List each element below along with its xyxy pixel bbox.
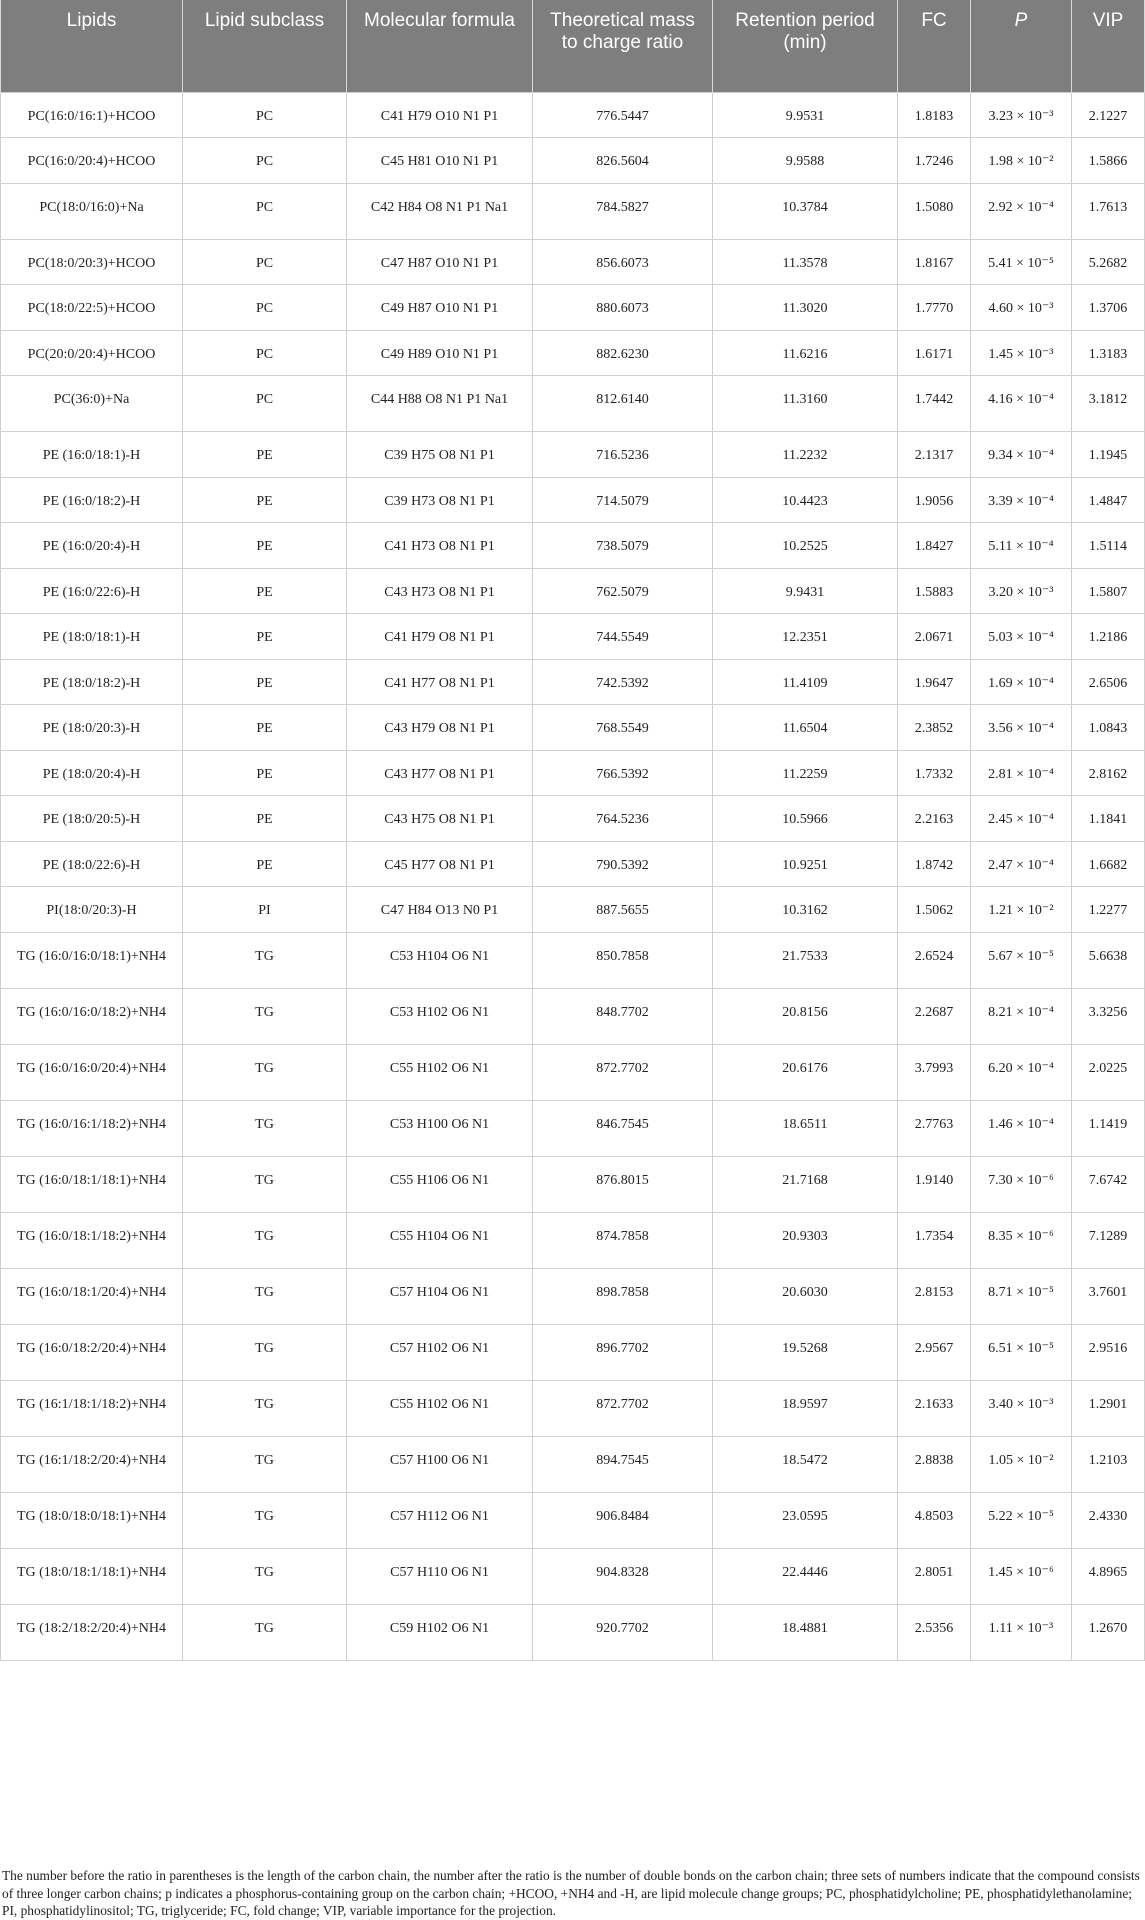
cell-subclass: PE — [183, 614, 347, 660]
cell-retention: 10.3162 — [713, 887, 898, 933]
cell-formula: C41 H79 O8 N1 P1 — [347, 614, 533, 660]
cell-p-value: 8.21 × 10⁻⁴ — [971, 988, 1072, 1044]
cell-subclass: TG — [183, 1212, 347, 1268]
table-row — [1, 1268, 1145, 1324]
cell-fc: 2.6524 — [898, 932, 971, 988]
cell-subclass: PI — [183, 887, 347, 933]
cell-p-value: 1.05 × 10⁻² — [971, 1436, 1072, 1492]
cell-subclass: PC — [183, 183, 347, 239]
cell-formula: C59 H102 O6 N1 — [347, 1604, 533, 1660]
cell-retention: 11.4109 — [713, 659, 898, 705]
cell-retention: 11.3160 — [713, 376, 898, 432]
cell-vip: 2.0225 — [1072, 1044, 1145, 1100]
cell-subclass: TG — [183, 1604, 347, 1660]
cell-mz: 872.7702 — [533, 1380, 713, 1436]
cell-p-value: 6.51 × 10⁻⁵ — [971, 1324, 1072, 1380]
cell-subclass: TG — [183, 1492, 347, 1548]
cell-fc: 1.8427 — [898, 523, 971, 569]
cell-lipid: TG (16:1/18:1/18:2)+NH4 — [1, 1380, 183, 1436]
cell-vip: 1.5866 — [1072, 138, 1145, 184]
header-theoretical-mz: Theoretical mass to charge ratio — [533, 0, 713, 92]
table-row — [1, 932, 1145, 988]
table-row — [1, 1156, 1145, 1212]
cell-formula: C57 H110 O6 N1 — [347, 1548, 533, 1604]
cell-mz: 880.6073 — [533, 285, 713, 331]
cell-mz: 812.6140 — [533, 376, 713, 432]
table-row — [1, 523, 1145, 569]
table-header — [1, 0, 1145, 92]
cell-formula: C55 H102 O6 N1 — [347, 1380, 533, 1436]
table-row — [1, 796, 1145, 842]
cell-subclass: PE — [183, 705, 347, 751]
cell-p-value: 5.03 × 10⁻⁴ — [971, 614, 1072, 660]
table-row — [1, 376, 1145, 432]
cell-vip: 2.1227 — [1072, 92, 1145, 138]
cell-subclass: TG — [183, 932, 347, 988]
table-row — [1, 1604, 1145, 1660]
cell-retention: 11.2259 — [713, 750, 898, 796]
header-lipid-subclass: Lipid subclass — [183, 0, 347, 92]
cell-formula: C41 H73 O8 N1 P1 — [347, 523, 533, 569]
cell-fc: 1.5883 — [898, 568, 971, 614]
cell-fc: 1.7442 — [898, 376, 971, 432]
cell-retention: 22.4446 — [713, 1548, 898, 1604]
table-body — [1, 92, 1145, 1660]
cell-lipid: PC(18:0/20:3)+HCOO — [1, 239, 183, 285]
cell-fc: 2.3852 — [898, 705, 971, 751]
cell-formula: C43 H75 O8 N1 P1 — [347, 796, 533, 842]
cell-formula: C57 H104 O6 N1 — [347, 1268, 533, 1324]
cell-fc: 2.8153 — [898, 1268, 971, 1324]
cell-p-value: 9.34 × 10⁻⁴ — [971, 432, 1072, 478]
cell-retention: 18.9597 — [713, 1380, 898, 1436]
cell-retention: 11.3578 — [713, 239, 898, 285]
cell-fc: 1.9140 — [898, 1156, 971, 1212]
cell-vip: 2.8162 — [1072, 750, 1145, 796]
cell-subclass: TG — [183, 1436, 347, 1492]
cell-formula: C39 H73 O8 N1 P1 — [347, 477, 533, 523]
table-row — [1, 138, 1145, 184]
cell-mz: 876.8015 — [533, 1156, 713, 1212]
cell-subclass: PE — [183, 568, 347, 614]
cell-p-value: 3.40 × 10⁻³ — [971, 1380, 1072, 1436]
cell-mz: 826.5604 — [533, 138, 713, 184]
table-row — [1, 1492, 1145, 1548]
table-row — [1, 183, 1145, 239]
cell-lipid: TG (16:0/16:1/18:2)+NH4 — [1, 1100, 183, 1156]
table-row — [1, 239, 1145, 285]
cell-retention: 19.5268 — [713, 1324, 898, 1380]
cell-fc: 1.7332 — [898, 750, 971, 796]
cell-lipid: TG (18:0/18:0/18:1)+NH4 — [1, 1492, 183, 1548]
table-footnote — [2, 1867, 1142, 1920]
cell-fc: 1.7246 — [898, 138, 971, 184]
cell-fc: 1.9056 — [898, 477, 971, 523]
cell-fc: 1.8167 — [898, 239, 971, 285]
cell-fc: 3.7993 — [898, 1044, 971, 1100]
cell-retention: 18.4881 — [713, 1604, 898, 1660]
cell-formula: C39 H75 O8 N1 P1 — [347, 432, 533, 478]
cell-fc: 2.2163 — [898, 796, 971, 842]
cell-formula: C45 H81 O10 N1 P1 — [347, 138, 533, 184]
table-row — [1, 1044, 1145, 1100]
cell-vip: 3.7601 — [1072, 1268, 1145, 1324]
cell-fc: 2.8838 — [898, 1436, 971, 1492]
cell-subclass: PC — [183, 92, 347, 138]
cell-fc: 2.7763 — [898, 1100, 971, 1156]
header-lipids: Lipids — [1, 0, 183, 92]
cell-formula: C53 H100 O6 N1 — [347, 1100, 533, 1156]
cell-subclass: PC — [183, 376, 347, 432]
cell-p-value: 2.45 × 10⁻⁴ — [971, 796, 1072, 842]
table-row — [1, 614, 1145, 660]
cell-p-value: 4.16 × 10⁻⁴ — [971, 376, 1072, 432]
cell-retention: 23.0595 — [713, 1492, 898, 1548]
cell-fc: 1.5062 — [898, 887, 971, 933]
header-retention-period: Retention period (min) — [713, 0, 898, 92]
cell-retention: 11.6216 — [713, 330, 898, 376]
header-p-value: P — [971, 0, 1072, 92]
cell-mz: 738.5079 — [533, 523, 713, 569]
table-row — [1, 92, 1145, 138]
cell-formula: C53 H104 O6 N1 — [347, 932, 533, 988]
cell-formula: C55 H106 O6 N1 — [347, 1156, 533, 1212]
table-row — [1, 1380, 1145, 1436]
cell-mz: 742.5392 — [533, 659, 713, 705]
cell-subclass: PE — [183, 796, 347, 842]
cell-p-value: 1.45 × 10⁻⁶ — [971, 1548, 1072, 1604]
cell-p-value: 6.20 × 10⁻⁴ — [971, 1044, 1072, 1100]
cell-vip: 1.0843 — [1072, 705, 1145, 751]
cell-p-value: 5.41 × 10⁻⁵ — [971, 239, 1072, 285]
cell-subclass: PE — [183, 750, 347, 796]
cell-formula: C43 H79 O8 N1 P1 — [347, 705, 533, 751]
cell-subclass: PE — [183, 659, 347, 705]
cell-fc: 2.1633 — [898, 1380, 971, 1436]
cell-mz: 874.7858 — [533, 1212, 713, 1268]
cell-mz: 790.5392 — [533, 841, 713, 887]
table-row — [1, 841, 1145, 887]
cell-subclass: PC — [183, 138, 347, 184]
cell-p-value: 8.35 × 10⁻⁶ — [971, 1212, 1072, 1268]
cell-subclass: PE — [183, 841, 347, 887]
cell-p-value: 1.21 × 10⁻² — [971, 887, 1072, 933]
cell-subclass: PC — [183, 330, 347, 376]
cell-subclass: PE — [183, 432, 347, 478]
cell-formula: C57 H112 O6 N1 — [347, 1492, 533, 1548]
cell-p-value: 3.39 × 10⁻⁴ — [971, 477, 1072, 523]
cell-retention: 21.7533 — [713, 932, 898, 988]
cell-formula: C47 H84 O13 N0 P1 — [347, 887, 533, 933]
cell-vip: 5.6638 — [1072, 932, 1145, 988]
cell-lipid: TG (18:2/18:2/20:4)+NH4 — [1, 1604, 183, 1660]
cell-formula: C42 H84 O8 N1 P1 Na1 — [347, 183, 533, 239]
cell-p-value: 3.20 × 10⁻³ — [971, 568, 1072, 614]
cell-formula: C43 H73 O8 N1 P1 — [347, 568, 533, 614]
cell-mz: 856.6073 — [533, 239, 713, 285]
cell-lipid: PE (16:0/20:4)-H — [1, 523, 183, 569]
cell-mz: 848.7702 — [533, 988, 713, 1044]
cell-p-value: 8.71 × 10⁻⁵ — [971, 1268, 1072, 1324]
cell-vip: 1.6682 — [1072, 841, 1145, 887]
cell-lipid: PE (18:0/20:5)-H — [1, 796, 183, 842]
cell-vip: 1.1945 — [1072, 432, 1145, 478]
cell-mz: 762.5079 — [533, 568, 713, 614]
cell-lipid: PC(16:0/16:1)+HCOO — [1, 92, 183, 138]
cell-vip: 2.6506 — [1072, 659, 1145, 705]
cell-fc: 1.8183 — [898, 92, 971, 138]
table-row — [1, 285, 1145, 331]
cell-p-value: 7.30 × 10⁻⁶ — [971, 1156, 1072, 1212]
cell-vip: 2.9516 — [1072, 1324, 1145, 1380]
cell-vip: 1.1419 — [1072, 1100, 1145, 1156]
cell-subclass: PC — [183, 285, 347, 331]
cell-retention: 9.9588 — [713, 138, 898, 184]
footnote-text: The number before the ratio in parentheses is the length of the carbon chain, the number after the ratio is the number of double bonds on the carbon chain; three sets of numbers indicate that the compound consists of three longer carbon chains; p indicates a phosphorus-containing group on the carbon chain; +HCOO, +NH4 and -H, are lipid molecule change groups; PC, phosphatidylcholine; PE, phosphatidylethanolamine; PI, phosphatidylinositol; TG, triglyceride; FC, fold change; VIP, variable importance for the projection. — [2, 1868, 1140, 1918]
cell-lipid: PE (18:0/18:1)-H — [1, 614, 183, 660]
cell-p-value: 1.69 × 10⁻⁴ — [971, 659, 1072, 705]
cell-mz: 776.5447 — [533, 92, 713, 138]
table-row — [1, 988, 1145, 1044]
cell-lipid: PC(18:0/22:5)+HCOO — [1, 285, 183, 331]
cell-subclass: TG — [183, 1548, 347, 1604]
cell-fc: 1.7770 — [898, 285, 971, 331]
cell-lipid: PE (16:0/18:1)-H — [1, 432, 183, 478]
table-row — [1, 705, 1145, 751]
cell-retention: 20.9303 — [713, 1212, 898, 1268]
cell-subclass: TG — [183, 1156, 347, 1212]
table-row — [1, 477, 1145, 523]
cell-lipid: TG (16:0/16:0/20:4)+NH4 — [1, 1044, 183, 1100]
cell-mz: 846.7545 — [533, 1100, 713, 1156]
table-row — [1, 659, 1145, 705]
cell-fc: 4.8503 — [898, 1492, 971, 1548]
cell-fc: 1.7354 — [898, 1212, 971, 1268]
cell-vip: 7.6742 — [1072, 1156, 1145, 1212]
cell-subclass: PC — [183, 239, 347, 285]
cell-p-value: 5.67 × 10⁻⁵ — [971, 932, 1072, 988]
cell-lipid: PE (18:0/20:4)-H — [1, 750, 183, 796]
cell-mz: 716.5236 — [533, 432, 713, 478]
cell-p-value: 2.47 × 10⁻⁴ — [971, 841, 1072, 887]
cell-vip: 5.2682 — [1072, 239, 1145, 285]
table-row — [1, 432, 1145, 478]
cell-fc: 1.5080 — [898, 183, 971, 239]
cell-formula: C41 H77 O8 N1 P1 — [347, 659, 533, 705]
cell-vip: 1.3183 — [1072, 330, 1145, 376]
cell-mz: 850.7858 — [533, 932, 713, 988]
cell-fc: 1.6171 — [898, 330, 971, 376]
cell-vip: 4.8965 — [1072, 1548, 1145, 1604]
cell-p-value: 4.60 × 10⁻³ — [971, 285, 1072, 331]
cell-fc: 1.8742 — [898, 841, 971, 887]
cell-formula: C55 H104 O6 N1 — [347, 1212, 533, 1268]
cell-vip: 3.3256 — [1072, 988, 1145, 1044]
cell-lipid: TG (18:0/18:1/18:1)+NH4 — [1, 1548, 183, 1604]
cell-p-value: 2.92 × 10⁻⁴ — [971, 183, 1072, 239]
cell-mz: 882.6230 — [533, 330, 713, 376]
cell-p-value: 5.22 × 10⁻⁵ — [971, 1492, 1072, 1548]
cell-retention: 10.3784 — [713, 183, 898, 239]
cell-subclass: PE — [183, 523, 347, 569]
cell-lipid: PC(20:0/20:4)+HCOO — [1, 330, 183, 376]
cell-subclass: TG — [183, 1324, 347, 1380]
cell-mz: 904.8328 — [533, 1548, 713, 1604]
table-row — [1, 1548, 1145, 1604]
cell-mz: 784.5827 — [533, 183, 713, 239]
cell-mz: 766.5392 — [533, 750, 713, 796]
cell-vip: 1.2277 — [1072, 887, 1145, 933]
cell-lipid: TG (16:0/18:2/20:4)+NH4 — [1, 1324, 183, 1380]
cell-vip: 1.3706 — [1072, 285, 1145, 331]
cell-formula: C44 H88 O8 N1 P1 Na1 — [347, 376, 533, 432]
cell-retention: 9.9431 — [713, 568, 898, 614]
cell-vip: 2.4330 — [1072, 1492, 1145, 1548]
cell-retention: 10.5966 — [713, 796, 898, 842]
cell-vip: 1.5807 — [1072, 568, 1145, 614]
cell-retention: 12.2351 — [713, 614, 898, 660]
cell-fc: 2.1317 — [898, 432, 971, 478]
cell-mz: 920.7702 — [533, 1604, 713, 1660]
cell-formula: C49 H89 O10 N1 P1 — [347, 330, 533, 376]
cell-mz: 764.5236 — [533, 796, 713, 842]
table-row — [1, 568, 1145, 614]
table-row — [1, 750, 1145, 796]
cell-vip: 3.1812 — [1072, 376, 1145, 432]
cell-lipid: PE (18:0/18:2)-H — [1, 659, 183, 705]
cell-subclass: TG — [183, 1044, 347, 1100]
cell-subclass: TG — [183, 988, 347, 1044]
cell-lipid: PC(16:0/20:4)+HCOO — [1, 138, 183, 184]
cell-mz: 906.8484 — [533, 1492, 713, 1548]
cell-lipid: TG (16:0/18:1/20:4)+NH4 — [1, 1268, 183, 1324]
cell-fc: 2.2687 — [898, 988, 971, 1044]
cell-fc: 2.0671 — [898, 614, 971, 660]
cell-p-value: 3.23 × 10⁻³ — [971, 92, 1072, 138]
cell-lipid: TG (16:0/16:0/18:1)+NH4 — [1, 932, 183, 988]
cell-lipid: TG (16:0/16:0/18:2)+NH4 — [1, 988, 183, 1044]
cell-p-value: 1.45 × 10⁻³ — [971, 330, 1072, 376]
cell-p-value: 3.56 × 10⁻⁴ — [971, 705, 1072, 751]
cell-lipid: PE (18:0/20:3)-H — [1, 705, 183, 751]
cell-mz: 887.5655 — [533, 887, 713, 933]
cell-retention: 18.6511 — [713, 1100, 898, 1156]
cell-lipid: TG (16:1/18:2/20:4)+NH4 — [1, 1436, 183, 1492]
cell-formula: C49 H87 O10 N1 P1 — [347, 285, 533, 331]
cell-vip: 1.7613 — [1072, 183, 1145, 239]
table-row — [1, 330, 1145, 376]
cell-lipid: TG (16:0/18:1/18:2)+NH4 — [1, 1212, 183, 1268]
cell-mz: 714.5079 — [533, 477, 713, 523]
header-vip: VIP — [1072, 0, 1145, 92]
cell-p-value: 5.11 × 10⁻⁴ — [971, 523, 1072, 569]
cell-lipid: PI(18:0/20:3)-H — [1, 887, 183, 933]
cell-subclass: PE — [183, 477, 347, 523]
cell-formula: C53 H102 O6 N1 — [347, 988, 533, 1044]
cell-formula: C43 H77 O8 N1 P1 — [347, 750, 533, 796]
cell-p-value: 1.98 × 10⁻² — [971, 138, 1072, 184]
cell-fc: 2.8051 — [898, 1548, 971, 1604]
cell-p-value: 2.81 × 10⁻⁴ — [971, 750, 1072, 796]
cell-p-value: 1.11 × 10⁻³ — [971, 1604, 1072, 1660]
cell-retention: 11.2232 — [713, 432, 898, 478]
cell-lipid: TG (16:0/18:1/18:1)+NH4 — [1, 1156, 183, 1212]
cell-mz: 894.7545 — [533, 1436, 713, 1492]
cell-subclass: TG — [183, 1380, 347, 1436]
cell-p-value: 1.46 × 10⁻⁴ — [971, 1100, 1072, 1156]
cell-subclass: TG — [183, 1100, 347, 1156]
cell-fc: 1.9647 — [898, 659, 971, 705]
cell-retention: 10.2525 — [713, 523, 898, 569]
cell-vip: 1.2670 — [1072, 1604, 1145, 1660]
cell-retention: 20.8156 — [713, 988, 898, 1044]
table-row — [1, 1324, 1145, 1380]
cell-formula: C41 H79 O10 N1 P1 — [347, 92, 533, 138]
cell-mz: 872.7702 — [533, 1044, 713, 1100]
cell-formula: C57 H102 O6 N1 — [347, 1324, 533, 1380]
table-row — [1, 887, 1145, 933]
cell-vip: 1.1841 — [1072, 796, 1145, 842]
cell-mz: 898.7858 — [533, 1268, 713, 1324]
cell-fc: 2.5356 — [898, 1604, 971, 1660]
cell-retention: 10.9251 — [713, 841, 898, 887]
cell-mz: 768.5549 — [533, 705, 713, 751]
header-row — [1, 0, 1145, 92]
table-row — [1, 1100, 1145, 1156]
cell-vip: 1.2901 — [1072, 1380, 1145, 1436]
cell-vip: 1.2103 — [1072, 1436, 1145, 1492]
cell-formula: C57 H100 O6 N1 — [347, 1436, 533, 1492]
cell-retention: 18.5472 — [713, 1436, 898, 1492]
cell-retention: 10.4423 — [713, 477, 898, 523]
cell-fc: 2.9567 — [898, 1324, 971, 1380]
cell-lipid: PE (16:0/22:6)-H — [1, 568, 183, 614]
cell-formula: C47 H87 O10 N1 P1 — [347, 239, 533, 285]
table-row — [1, 1212, 1145, 1268]
header-fc: FC — [898, 0, 971, 92]
cell-subclass: TG — [183, 1268, 347, 1324]
cell-retention: 11.6504 — [713, 705, 898, 751]
header-molecular-formula: Molecular formula — [347, 0, 533, 92]
cell-retention: 21.7168 — [713, 1156, 898, 1212]
cell-formula: C55 H102 O6 N1 — [347, 1044, 533, 1100]
cell-lipid: PE (16:0/18:2)-H — [1, 477, 183, 523]
cell-mz: 896.7702 — [533, 1324, 713, 1380]
cell-retention: 20.6030 — [713, 1268, 898, 1324]
cell-retention: 20.6176 — [713, 1044, 898, 1100]
cell-lipid: PC(18:0/16:0)+Na — [1, 183, 183, 239]
cell-vip: 1.2186 — [1072, 614, 1145, 660]
cell-retention: 9.9531 — [713, 92, 898, 138]
cell-lipid: PC(36:0)+Na — [1, 376, 183, 432]
cell-vip: 7.1289 — [1072, 1212, 1145, 1268]
table-row — [1, 1436, 1145, 1492]
cell-lipid: PE (18:0/22:6)-H — [1, 841, 183, 887]
cell-formula: C45 H77 O8 N1 P1 — [347, 841, 533, 887]
cell-vip: 1.4847 — [1072, 477, 1145, 523]
cell-retention: 11.3020 — [713, 285, 898, 331]
cell-vip: 1.5114 — [1072, 523, 1145, 569]
cell-mz: 744.5549 — [533, 614, 713, 660]
